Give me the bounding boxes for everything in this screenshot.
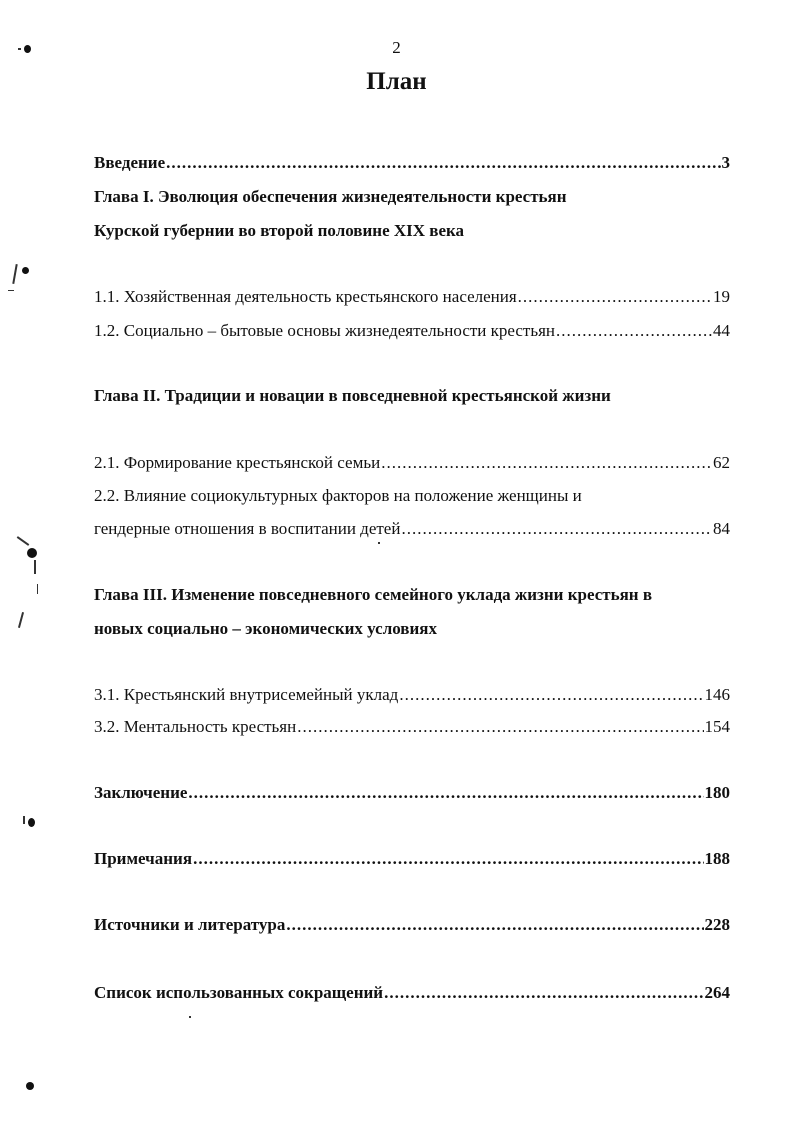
toc-entry-1-1[interactable] [94, 286, 730, 308]
toc-entry-label: Введение [94, 153, 166, 172]
scan-artifact [18, 612, 24, 628]
scan-artifact [18, 48, 21, 50]
toc-entry-2-2-first-line[interactable]: 2.2. Влияние социокультурных факторов на положение женщины и [94, 486, 582, 505]
toc-entry-page: 146 [704, 685, 730, 704]
scan-artifact [24, 45, 31, 53]
chapter-3-heading: Глава III. Изменение повседневного семейного уклада жизни крестьян в [94, 585, 653, 604]
leader-dots [297, 716, 703, 738]
leader-dots [193, 848, 703, 870]
toc-entry-page: 228 [704, 915, 730, 934]
toc-entry-label: Примечания [94, 849, 193, 868]
scan-artifact [28, 818, 35, 827]
toc-entry-sources[interactable] [94, 914, 730, 936]
scan-artifact [34, 560, 36, 574]
leader-dots [556, 320, 712, 342]
leader-dots [401, 518, 712, 540]
toc-entry-page: 180 [704, 783, 730, 802]
leader-dots [166, 152, 720, 174]
toc-entry-label: Список использованных сокращений [94, 983, 384, 1002]
toc-entry-1-2[interactable] [94, 320, 730, 342]
toc-entry-page: 188 [704, 849, 730, 868]
chapter-1-heading: Глава I. Эволюция обеспечения жизнедеятельности крестьян [94, 187, 567, 206]
leader-dots [399, 684, 703, 706]
scan-artifact [22, 267, 29, 274]
toc-entry-page: 44 [713, 321, 730, 340]
page-title: План [366, 68, 427, 95]
toc-entry-label: 1.2. Социально – бытовые основы жизнедеятельности крестьян [94, 321, 556, 340]
scan-artifact [37, 584, 38, 594]
scan-artifact [378, 542, 380, 544]
leader-dots [384, 982, 703, 1004]
toc-entry-page: 3 [721, 153, 730, 172]
leader-dots [381, 452, 712, 474]
scan-artifact [23, 816, 25, 824]
toc-entry-page: 19 [713, 287, 730, 306]
scan-artifact [17, 536, 30, 546]
toc-entry-label: 2.1. Формирование крестьянской семьи [94, 453, 381, 472]
leader-dots [188, 782, 703, 804]
scan-artifact [8, 290, 14, 291]
scan-artifact [12, 264, 17, 284]
scan-artifact [26, 1082, 34, 1090]
toc-entry-intro[interactable] [94, 152, 730, 174]
toc-entry-2-2[interactable] [94, 518, 730, 540]
toc-entry-label: Источники и литература [94, 915, 286, 934]
toc-entry-3-2[interactable] [94, 716, 730, 738]
toc-entry-conclusion[interactable] [94, 782, 730, 804]
page-number: 2 [392, 38, 401, 57]
toc-entry-label: гендерные отношения в воспитании детей [94, 519, 401, 538]
chapter-1-heading-cont: Курской губернии во второй половине XIX века [94, 221, 465, 240]
toc-entry-3-1[interactable] [94, 684, 730, 706]
toc-entry-page: 154 [704, 717, 730, 736]
toc-entry-label: 1.1. Хозяйственная деятельность крестьянского населения [94, 287, 517, 306]
toc-entry-notes[interactable] [94, 848, 730, 870]
toc-entry-label: 3.2. Ментальность крестьян [94, 717, 297, 736]
scan-artifact [189, 1016, 191, 1018]
chapter-3-heading-cont: новых социально – экономических условиях [94, 619, 437, 638]
leader-dots [518, 286, 712, 308]
scan-artifact [27, 548, 37, 558]
toc-entry-page: 62 [713, 453, 730, 472]
toc-entry-page: 84 [713, 519, 730, 538]
leader-dots [286, 914, 703, 936]
toc-entry-2-1[interactable] [94, 452, 730, 474]
toc-entry-abbreviations[interactable] [94, 982, 730, 1004]
toc-entry-label: Заключение [94, 783, 188, 802]
toc-entry-label: 3.1. Крестьянский внутрисемейный уклад [94, 685, 399, 704]
chapter-2-heading: Глава II. Традиции и новации в повседневной крестьянской жизни [94, 386, 611, 405]
toc-entry-page: 264 [704, 983, 730, 1002]
